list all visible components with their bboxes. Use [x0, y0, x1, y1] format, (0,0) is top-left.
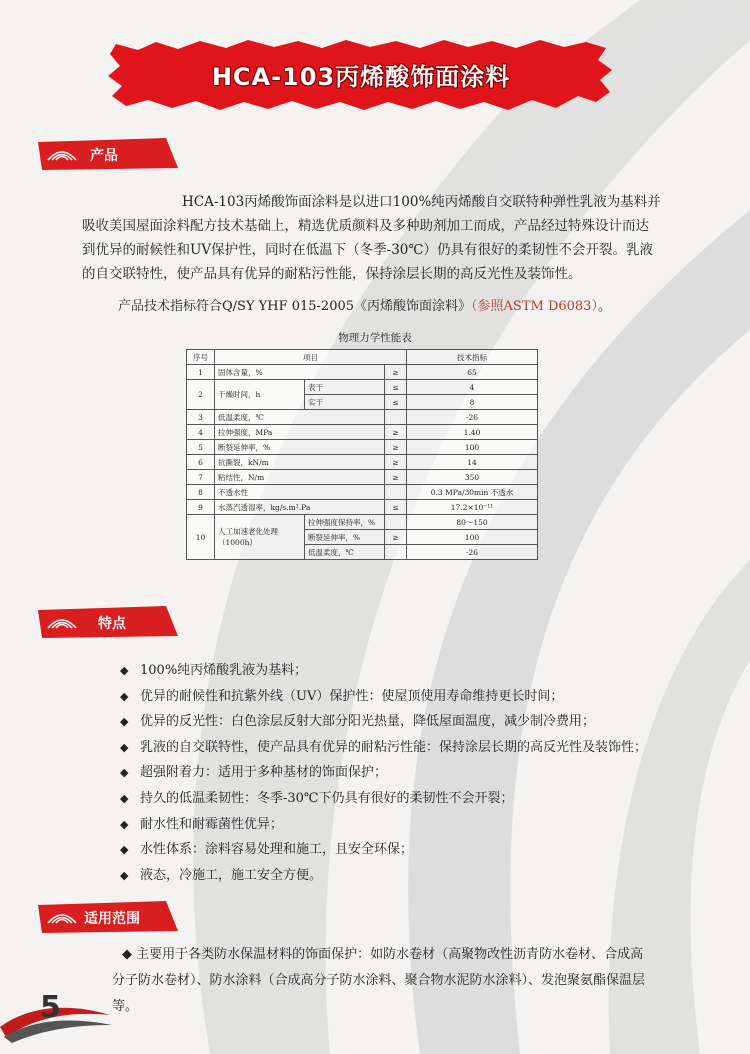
- diamond-bullet-icon: ◆: [120, 791, 129, 805]
- section-title: 特点: [98, 616, 126, 632]
- list-item: ◆ 优异的耐候性和抗紫外线（UV）保护性：使屋顶使用寿命维持更长时间；: [120, 684, 647, 710]
- table-row: 2 干燥时间，h 表干 ≤ 4: [187, 380, 538, 395]
- table-row: 4 拉伸强度，MPa ≥ 1.40: [187, 425, 538, 440]
- section-title: 产品: [90, 148, 118, 164]
- table-caption: 物理力学性能表: [338, 332, 412, 344]
- list-item: ◆ 优异的反光性：白色涂层反射大部分阳光热量，降低屋面温度，减少制冷费用；: [120, 709, 647, 735]
- table-row: 8 不透水性 0.3 MPa/30min 不透水: [187, 485, 538, 500]
- table-row: 1 固体含量，% ≥ 65: [187, 365, 538, 380]
- list-item: ◆ 持久的低温柔韧性：冬季-30℃下仍具有很好的柔韧性不会开裂；: [120, 786, 647, 812]
- table-row: 5 断裂延伸率，% ≥ 100: [187, 440, 538, 455]
- diamond-bullet-icon: ◆: [120, 715, 129, 729]
- diamond-bullet-icon: ◆: [120, 766, 129, 780]
- table-row: 3 低温柔度，℃ -26: [187, 410, 538, 425]
- list-item: ◆ 水性体系：涂料容易处理和施工，且安全环保；: [120, 837, 647, 863]
- table-row: 7 粘结性，N/m ≥ 350: [187, 470, 538, 485]
- diamond-bullet-icon: ◆: [120, 843, 129, 857]
- properties-table: [186, 349, 538, 560]
- diamond-bullet-icon: ◆: [120, 664, 129, 677]
- table-row: 9 水蒸汽透湿率，kg/s.m².Pa ≤ 17.2×10⁻¹¹: [187, 500, 538, 515]
- scope-paragraph: ◆ 主要用于各类防水保温材料的饰面保护：如防水卷材（高聚物改性沥青防水卷材、合成高分子防水卷材）、防水涂料（合成高分子防水涂料、聚合物水泥防水涂料）、发泡聚氨酯保温层等。: [112, 947, 646, 1014]
- page-title: HCA-103丙烯酸饰面涂料: [211, 63, 511, 91]
- table-row: 低温柔度，℃ -26: [187, 545, 538, 560]
- table-row: 实干 ≤ 8: [187, 395, 538, 410]
- diamond-bullet-icon: ◆: [120, 868, 129, 882]
- diamond-bullet-icon: ◆: [120, 740, 129, 754]
- list-item: ◆ 超强附着力：适用于多种基材的饰面保护；: [120, 760, 647, 786]
- diamond-bullet-icon: ◆: [120, 689, 129, 703]
- list-item: ◆ 100%纯丙烯酸乳液为基料；: [120, 658, 647, 684]
- list-item: ◆ 液态，冷施工，施工安全方便。: [120, 863, 647, 889]
- section-header-product: [38, 138, 178, 170]
- table-header-row: 序号 项目 技术指标: [187, 350, 538, 365]
- standard-line: 产品技术指标符合Q/SY YHF 015-2005《丙烯酸饰面涂料》（参照ASTM D6083）。: [118, 299, 611, 314]
- list-item: ◆ 乳液的自交联特性，使产品具有优异的耐粘污性能：保持涂层长期的高反光性及装饰性；: [120, 735, 647, 761]
- table-row: 断裂延伸率，% ≥ 100: [187, 530, 538, 545]
- section-title: 适用范围: [84, 911, 140, 927]
- astm-reference: （参照ASTM D6083）: [471, 299, 598, 314]
- table-row: 6 抗撕裂，kN/m ≥ 14: [187, 455, 538, 470]
- table-row: 10 人工加速老化处理（1000h） 拉伸强度保持率，% 80～150: [187, 515, 538, 530]
- section-header-scope: [38, 901, 178, 933]
- list-item: ◆ 耐水性和耐霉菌性优异；: [120, 812, 647, 838]
- diamond-bullet-icon: ◆: [120, 817, 129, 831]
- page-number: 5: [40, 990, 61, 1025]
- section-header-features: [38, 606, 178, 638]
- intro-paragraph: HCA-103丙烯酸饰面涂料是以进口100%纯丙烯酸自交联特种弹性乳液为基料并吸收美国屋面涂料配方技术基础上，精选优质颜料及多种助剂加工而成，产品经过特殊设计而达到优异的耐候性和UV保护性，同时在低温下（冬季-30℃）仍具有很好的柔韧性不会开裂。乳液的自交联特性，使产品具有优异的耐粘污性能，保持涂层长期的高反光性及装饰性。: [82, 194, 661, 282]
- features-list: [120, 658, 647, 888]
